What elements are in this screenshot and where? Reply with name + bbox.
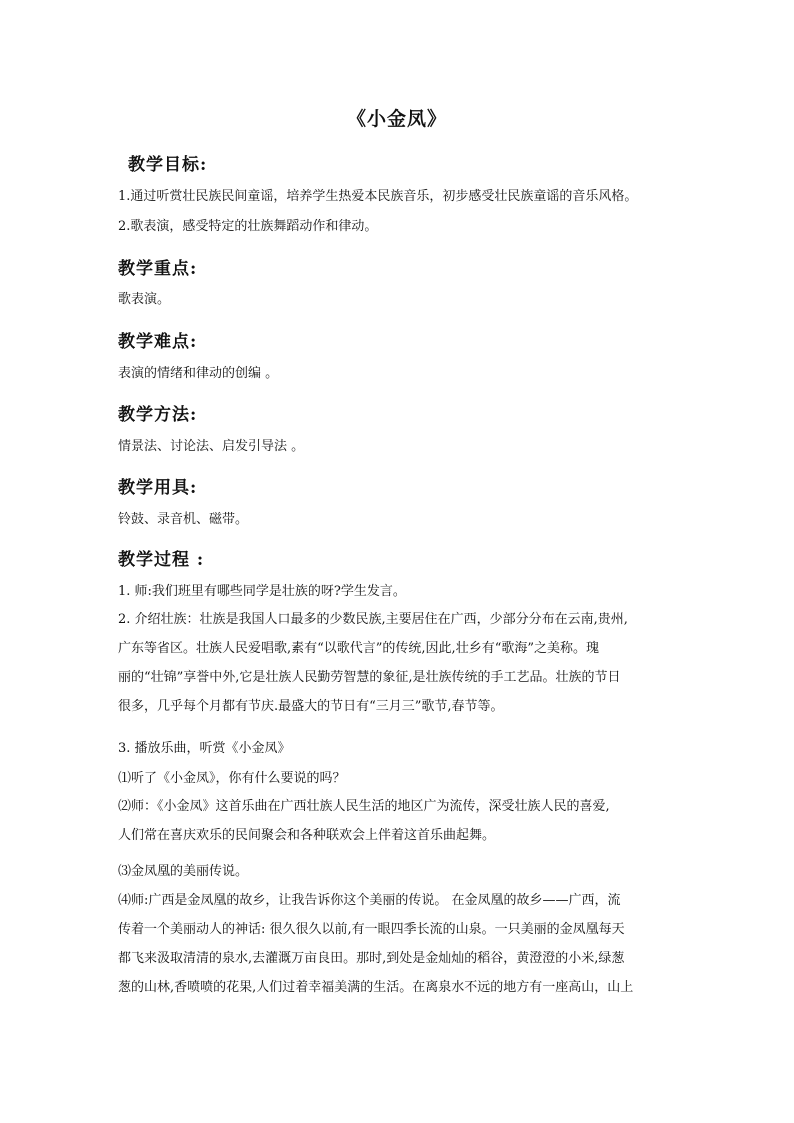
tools-text: 铃鼓、录音机、磁带。 (118, 512, 249, 527)
objective-line-2: 2.歌表演，感受特定的壮族舞蹈动作和律动。 (118, 219, 378, 234)
process-sub-4-line: ⑷师:广西是金凤凰的故乡，让我告诉你这个美丽的传说。 在金凤凰的故乡——广西，流 (118, 893, 621, 908)
process-sub-4-line: 都飞来汲取清清的泉水,去灌溉万亩良田。那时,到处是金灿灿的稻谷，黄澄澄的小米,绿葱 (118, 951, 625, 966)
process-item-2-line: 广东等省区。壮族人民爱唱歌,素有“以歌代言”的传统,因此,壮乡有“歌海”之美称。瑰 (118, 641, 599, 656)
process-sub-3: ⑶金凤凰的美丽传说。 (118, 864, 249, 879)
key-points-text: 歌表演。 (118, 292, 171, 307)
difficulties-text: 表演的情绪和律动的创编 。 (118, 366, 279, 381)
process-sub-2 (118, 792, 684, 850)
process-item-2 (118, 605, 684, 721)
process-sub-2-line: 人们常在喜庆欢乐的民间聚会和各种联欢会上伴着这首乐曲起舞。 (118, 828, 496, 843)
process-sub-1: ⑴听了《小金凤》，你有什么要说的吗？ (118, 771, 346, 786)
document-title: 《小金凤》 (346, 108, 447, 130)
heading-key-points: 教学重点: (118, 259, 198, 279)
process-item-2-line: 丽的“壮锦”享誉中外,它是壮族人民勤劳智慧的象征,是壮族传统的手工艺品。壮族的节日 (118, 670, 621, 685)
heading-process: 教学过程 : (118, 550, 205, 570)
heading-tools: 教学用具: (118, 478, 198, 498)
process-item-1: 1. 师:我们班里有哪些同学是壮族的呀?学生发言。 (118, 584, 406, 599)
process-sub-2-line: ⑵师：《小金凤》这首乐曲在广西壮族人民生活的地区广为流传，深受壮族人民的喜爱, (118, 799, 610, 814)
methods-text: 情景法、讨论法、启发引导法 。 (118, 439, 305, 454)
heading-objectives: 教学目标: (128, 155, 208, 175)
heading-methods: 教学方法: (118, 405, 198, 425)
heading-difficulties: 教学难点: (118, 332, 198, 352)
process-item-2-line: 2. 介绍壮族：壮族是我国人口最多的少数民族,主要居住在广西，少部分分布在云南,贵州, (118, 612, 628, 627)
objective-line-1: 1.通过听赏壮民族民间童谣，培养学生热爱本民族音乐，初步感受壮民族童谣的音乐风格。 (118, 189, 638, 204)
process-sub-4-line: 葱的山林,香喷喷的花果,人们过着幸福美满的生活。在离泉水不远的地方有一座高山，山上 (118, 980, 634, 995)
process-item-3: 3. 播放乐曲，听赏《小金凤》 (118, 741, 291, 756)
process-sub-4 (118, 886, 684, 1002)
process-sub-4-line: 传着一个美丽动人的神话: 很久很久以前,有一眼四季长流的山泉。一只美丽的金凤凰每天 (118, 922, 625, 937)
process-item-2-line: 很多，几乎每个月都有节庆.最盛大的节日有“三月三”歌节,春节等。 (118, 699, 504, 714)
